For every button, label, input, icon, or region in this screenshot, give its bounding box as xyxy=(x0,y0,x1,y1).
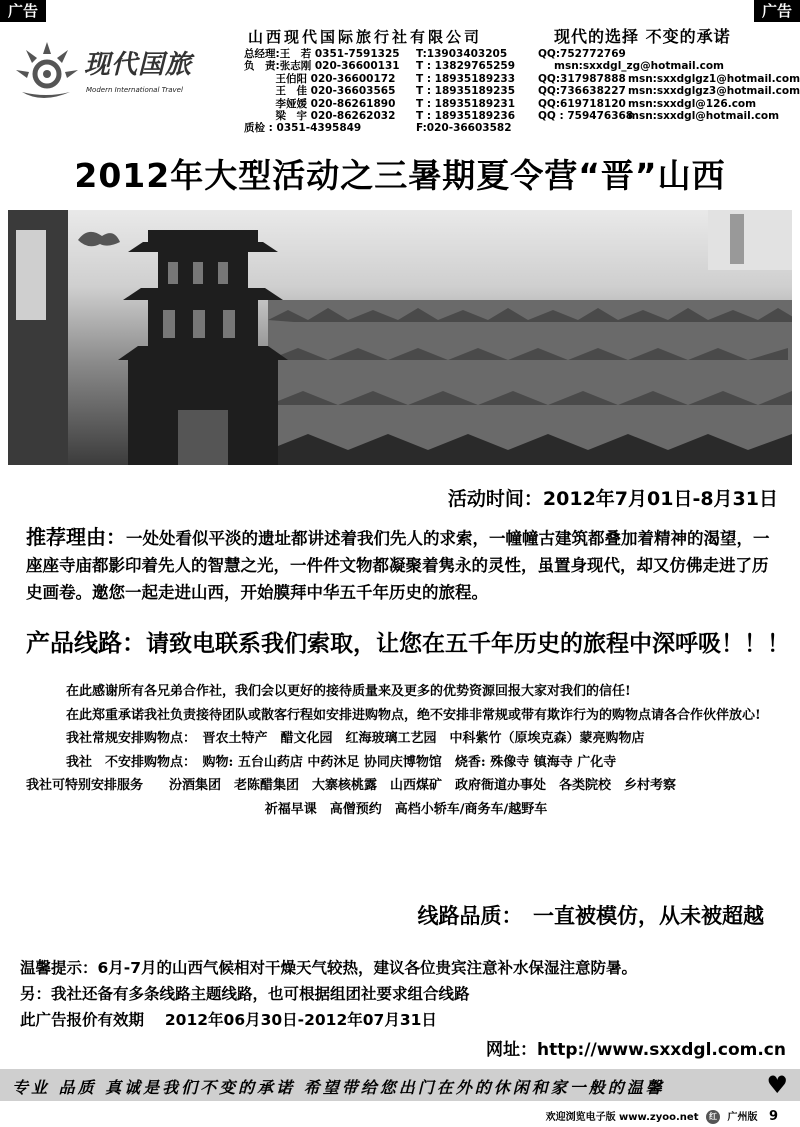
price-validity: 此广告报价有效期 2012年06月30日-2012年07月31日 xyxy=(20,1011,437,1029)
heart-icon: ♥ xyxy=(766,1071,788,1099)
warm-tip: 温馨提示：6月-7月的山西气候相对干燥天气较热，建议各位贵宾注意补水保湿注意防暑。 xyxy=(20,959,638,977)
contact-mobile: T : 13829765259 xyxy=(416,60,516,73)
footer-notes xyxy=(20,955,796,1033)
pingyao-city-illustration xyxy=(8,210,792,465)
footer-slogan-bar xyxy=(0,1069,800,1101)
edition-label: 广州版 xyxy=(727,1112,758,1123)
contact-qq: QQ:736638227 xyxy=(538,85,626,98)
ad-tag-right: 广告 xyxy=(754,0,800,22)
contact-name-phone: 王伯阳 020-36600172 xyxy=(244,72,396,85)
company-logo xyxy=(12,36,212,106)
reason-text: 一处处看似平淡的遗址都讲述着我们先人的求索，一幢幢古建筑都叠加着精神的渴望，一座座寺庙都影印着先人的智慧之光，一件件文物都凝聚着隽永的灵性，虽置身现代，却又仿佛走进了历史画卷。邀您一起走进山西，开始膜拜中华五千年历史的旅程。 xyxy=(26,529,770,602)
contact-quality-check: 质检 : 0351-4395849 xyxy=(244,122,362,135)
contact-mobile: T : 18935189233 xyxy=(416,72,516,85)
contact-mobile: T:13903403205 xyxy=(416,48,508,60)
contact-name-phone: 负 责:张志刚 020-36600131 xyxy=(244,60,400,73)
contact-qq: QQ:619718120 xyxy=(538,97,626,110)
logo-subtitle: Modern International Travel xyxy=(86,86,183,94)
no-shops-note: 我社 不安排购物点： 购物: 五台山药店 中药沐足 协同庆博物馆 烧香: 殊像寺 镇海寺 广化寺 xyxy=(66,754,617,770)
contact-qq: QQ:317987888 xyxy=(538,72,626,85)
contact-fax: F:020-36603582 xyxy=(416,122,512,135)
footer-slogan: 专业 品质 真诚是我们不变的承诺 希望带给您出门在外的休闲和家一般的温馨 xyxy=(12,1078,665,1097)
contact-qq: QQ:752772769 xyxy=(538,48,626,60)
company-slogan: 现代的选择 不变的承诺 xyxy=(554,27,731,46)
contact-name-phone: 梁 宇 020-86262032 xyxy=(244,109,396,122)
contact-name-phone: 王 佳 020-36603565 xyxy=(244,85,396,98)
logo-name: 现代国旅 xyxy=(84,50,193,80)
contact-msn: msn:sxxdglgz1@hotmail.com xyxy=(628,72,800,85)
contact-msn: msn:sxxdgl@126.com xyxy=(628,97,757,110)
contact-mobile: T : 18935189236 xyxy=(416,109,516,122)
company-name: 山西现代国际旅行社有限公司 xyxy=(248,28,483,46)
recommendation-reason xyxy=(26,524,778,606)
ancient-city-photo xyxy=(8,210,792,465)
contact-name-phone: 李娅媛 020-86261890 xyxy=(244,97,396,110)
footer-site-text: 欢迎浏览电子版 www.zyoo.net xyxy=(545,1112,699,1123)
contact-name-phone: 总经理:王 若 0351-7591325 xyxy=(244,48,400,60)
contact-mobile: T : 18935189235 xyxy=(416,85,516,98)
agency-notes xyxy=(26,680,786,821)
contact-mobile: T : 18935189231 xyxy=(416,97,516,110)
red-circle-badge-icon: 红 xyxy=(706,1110,720,1124)
product-route xyxy=(26,623,796,658)
special-services-note-2: 祈福早课 高僧预约 高档小轿车/商务车/越野车 xyxy=(264,801,548,817)
sun-swirl-logo-icon xyxy=(12,36,82,106)
extra-routes-note: 另：我社还备有多条线路主题线路，也可根据组团社要求组合线路 xyxy=(20,985,470,1003)
regular-shops-note: 我社常规安排购物点： 晋农土特产 醋文化园 红海玻璃工艺园 中科紫竹（原埃克森）蒙亮购物店 xyxy=(66,731,645,746)
contact-msn: msn:sxxdglgz3@hotmail.com xyxy=(628,85,800,98)
contact-qq: QQ : 759476368 xyxy=(538,109,634,122)
contact-msn: msn:sxxdgl_zg@hotmail.com xyxy=(554,60,724,73)
contact-msn: msn:sxxdgl@hotmail.com xyxy=(628,109,780,122)
promise-note: 在此郑重承诺我社负责接待团队或散客行程如安排进购物点，绝不安排非常规或带有欺诈行为的购物点请各合作伙伴放心! xyxy=(66,707,761,723)
page-number: 9 xyxy=(768,1109,778,1124)
event-time: 活动时间：2012年7月01日-8月31日 xyxy=(447,488,778,510)
reason-label: 推荐理由： xyxy=(26,525,126,549)
ad-tag-left: 广告 xyxy=(0,0,46,22)
route-text: 请致电联系我们索取，让您在五千年历史的旅程中深呼吸！！！ xyxy=(146,631,790,657)
page-footer xyxy=(546,1108,778,1124)
route-quality: 线路品质： 一直被模仿，从未被超越 xyxy=(417,904,764,928)
page-title: 2012年大型活动之三暑期夏令营“晋”山西 xyxy=(74,156,726,195)
route-label: 产品线路： xyxy=(26,629,146,657)
website-link[interactable]: 网址：http://www.sxxdgl.com.cn xyxy=(485,1040,786,1060)
thanks-note: 在此感谢所有各兄弟合作社，我们会以更好的接待质量来及更多的优势资源回报大家对我们的信任! xyxy=(66,684,631,699)
special-services-note: 我社可特别安排服务 汾酒集团 老陈醋集团 大寨核桃露 山西煤矿 政府衙道办事处 各类院校 乡村考察 xyxy=(26,778,677,793)
